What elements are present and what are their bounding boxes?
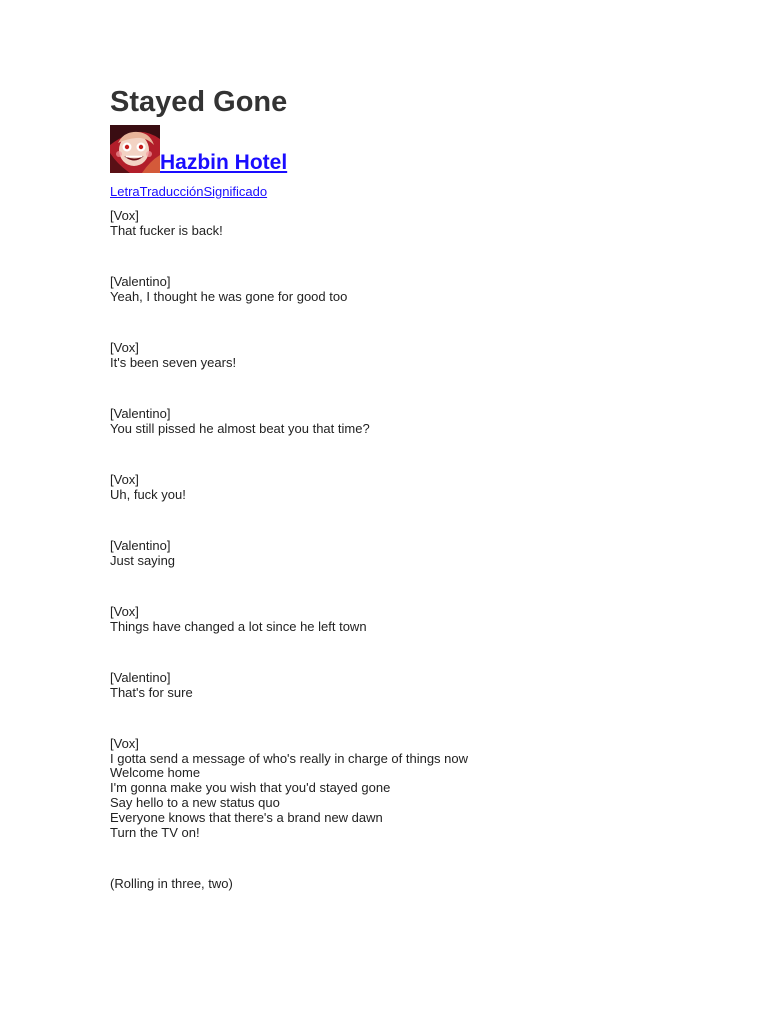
speaker-label: [Vox] bbox=[110, 603, 139, 619]
lyric-line: I gotta send a message of who's really in charge of things now bbox=[110, 750, 469, 766]
lyric-stanza bbox=[110, 605, 468, 635]
speaker-label: [Vox] bbox=[110, 735, 139, 751]
lyric-line: Say hello to a new status quo bbox=[110, 795, 280, 811]
artist-avatar-icon[interactable] bbox=[110, 125, 160, 173]
lyric-line: Things have changed a lot since he left town bbox=[110, 618, 367, 634]
speaker-label: [Vox] bbox=[110, 208, 139, 223]
lyric-stanza bbox=[110, 275, 468, 305]
speaker-label: [Valentino] bbox=[110, 537, 171, 553]
lyric-stanza bbox=[110, 539, 468, 569]
lyric-stanza bbox=[110, 473, 468, 503]
speaker-label: [Valentino] bbox=[110, 405, 171, 421]
tab-significado[interactable]: Significado bbox=[203, 184, 268, 199]
lyric-line: Welcome home bbox=[110, 765, 201, 781]
lyric-line: Uh, fuck you! bbox=[110, 486, 186, 502]
lyric-line: (Rolling in three, two) bbox=[110, 875, 233, 891]
lyrics-tabs bbox=[110, 184, 267, 200]
lyric-line: You still pissed he almost beat you that time? bbox=[110, 420, 370, 436]
speaker-label: [Valentino] bbox=[110, 273, 171, 289]
artist-link[interactable]: Hazbin Hotel bbox=[160, 151, 288, 174]
lyric-line: That's for sure bbox=[110, 684, 193, 700]
lyric-line: I'm gonna make you wish that you'd stayed gone bbox=[110, 780, 391, 796]
lyric-line: Everyone knows that there's a brand new dawn bbox=[110, 809, 383, 825]
lyric-line: Just saying bbox=[110, 552, 176, 568]
lyric-stanza bbox=[110, 341, 468, 371]
lyric-stanza bbox=[110, 737, 468, 841]
speaker-label: [Vox] bbox=[110, 471, 139, 487]
lyric-line: Turn the TV on! bbox=[110, 824, 200, 840]
lyric-line: That fucker is back! bbox=[110, 222, 223, 238]
lyric-line: It's been seven years! bbox=[110, 354, 237, 370]
tab-letra[interactable]: Letra bbox=[110, 184, 140, 199]
speaker-label: [Valentino] bbox=[110, 669, 171, 685]
lyric-stanza bbox=[110, 877, 468, 892]
lyric-stanza bbox=[110, 407, 468, 437]
song-title: Stayed Gone bbox=[110, 86, 288, 118]
lyric-stanza bbox=[110, 209, 468, 239]
speaker-label: [Vox] bbox=[110, 339, 139, 355]
lyrics-body bbox=[110, 209, 468, 928]
lyric-stanza bbox=[110, 671, 468, 701]
lyric-line: Yeah, I thought he was gone for good too bbox=[110, 288, 348, 304]
artist-row bbox=[110, 123, 287, 173]
tab-traduccion[interactable]: Traducción bbox=[139, 184, 204, 199]
